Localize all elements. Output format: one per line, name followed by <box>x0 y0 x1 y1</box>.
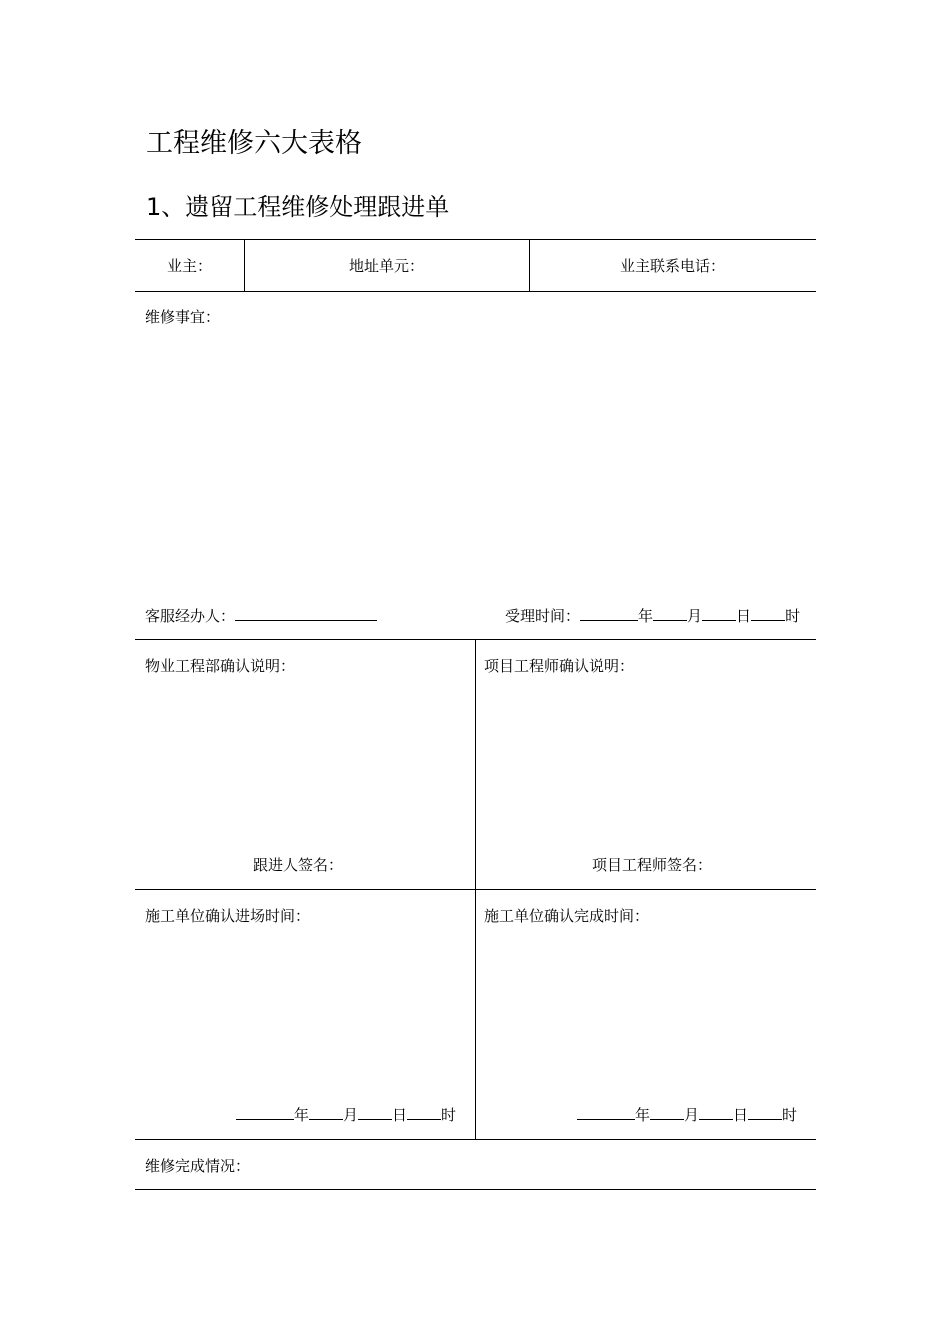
finish-hour-unit: 时 <box>782 1106 798 1124</box>
finish-year-blank[interactable] <box>577 1105 635 1120</box>
engineer-sign-label: 项目工程师签名： <box>592 856 713 874</box>
entry-hour-unit: 时 <box>441 1106 457 1124</box>
entry-year-unit: 年 <box>294 1106 310 1124</box>
follower-sign-label: 跟进人签名： <box>253 856 344 874</box>
finish-day-unit: 日 <box>733 1106 749 1124</box>
owner-label: 业主： <box>166 257 212 275</box>
accept-year-unit: 年 <box>638 607 654 625</box>
repair-matters-label: 维修事宜： <box>145 308 221 326</box>
completion-label: 维修完成情况： <box>145 1157 251 1175</box>
finish-date-line <box>577 1105 797 1125</box>
finish-year-unit: 年 <box>635 1106 651 1124</box>
form-title: 1、遗留工程维修处理跟进单 <box>146 193 450 221</box>
confirm-section-bottom-border <box>135 889 816 890</box>
accept-hour-blank[interactable] <box>751 606 785 621</box>
accept-month-blank[interactable] <box>653 606 687 621</box>
table-top-border <box>135 239 816 240</box>
finish-month-unit: 月 <box>684 1106 700 1124</box>
construction-section-bottom-border <box>135 1139 816 1140</box>
entry-time-label: 施工单位确认进场时间： <box>145 907 311 925</box>
accept-day-unit: 日 <box>736 607 752 625</box>
accept-time-line <box>505 606 800 626</box>
address-label: 地址单元： <box>348 257 424 275</box>
entry-month-unit: 月 <box>343 1106 359 1124</box>
finish-time-label: 施工单位确认完成时间： <box>484 907 650 925</box>
handler-label: 客服经办人： <box>145 607 236 625</box>
table-bottom-border <box>135 1189 816 1190</box>
handler-line <box>145 606 377 626</box>
owner-phone-label: 业主联系电话： <box>619 257 725 275</box>
property-confirm-label: 物业工程部确认说明： <box>145 657 296 675</box>
accept-day-blank[interactable] <box>702 606 736 621</box>
finish-hour-blank[interactable] <box>748 1105 782 1120</box>
entry-hour-blank[interactable] <box>407 1105 441 1120</box>
accept-year-blank[interactable] <box>580 606 638 621</box>
engineer-confirm-label: 项目工程师确认说明： <box>484 657 635 675</box>
entry-date-line <box>236 1105 456 1125</box>
accept-time-label: 受理时间： <box>505 607 581 625</box>
entry-month-blank[interactable] <box>309 1105 343 1120</box>
entry-year-blank[interactable] <box>236 1105 294 1120</box>
header-row-bottom-border <box>135 291 816 292</box>
page-title: 工程维修六大表格 <box>146 128 362 159</box>
finish-month-blank[interactable] <box>650 1105 684 1120</box>
entry-day-blank[interactable] <box>358 1105 392 1120</box>
finish-day-blank[interactable] <box>699 1105 733 1120</box>
accept-month-unit: 月 <box>687 607 703 625</box>
handler-blank[interactable] <box>235 606 377 621</box>
entry-day-unit: 日 <box>392 1106 408 1124</box>
accept-hour-unit: 时 <box>785 607 801 625</box>
